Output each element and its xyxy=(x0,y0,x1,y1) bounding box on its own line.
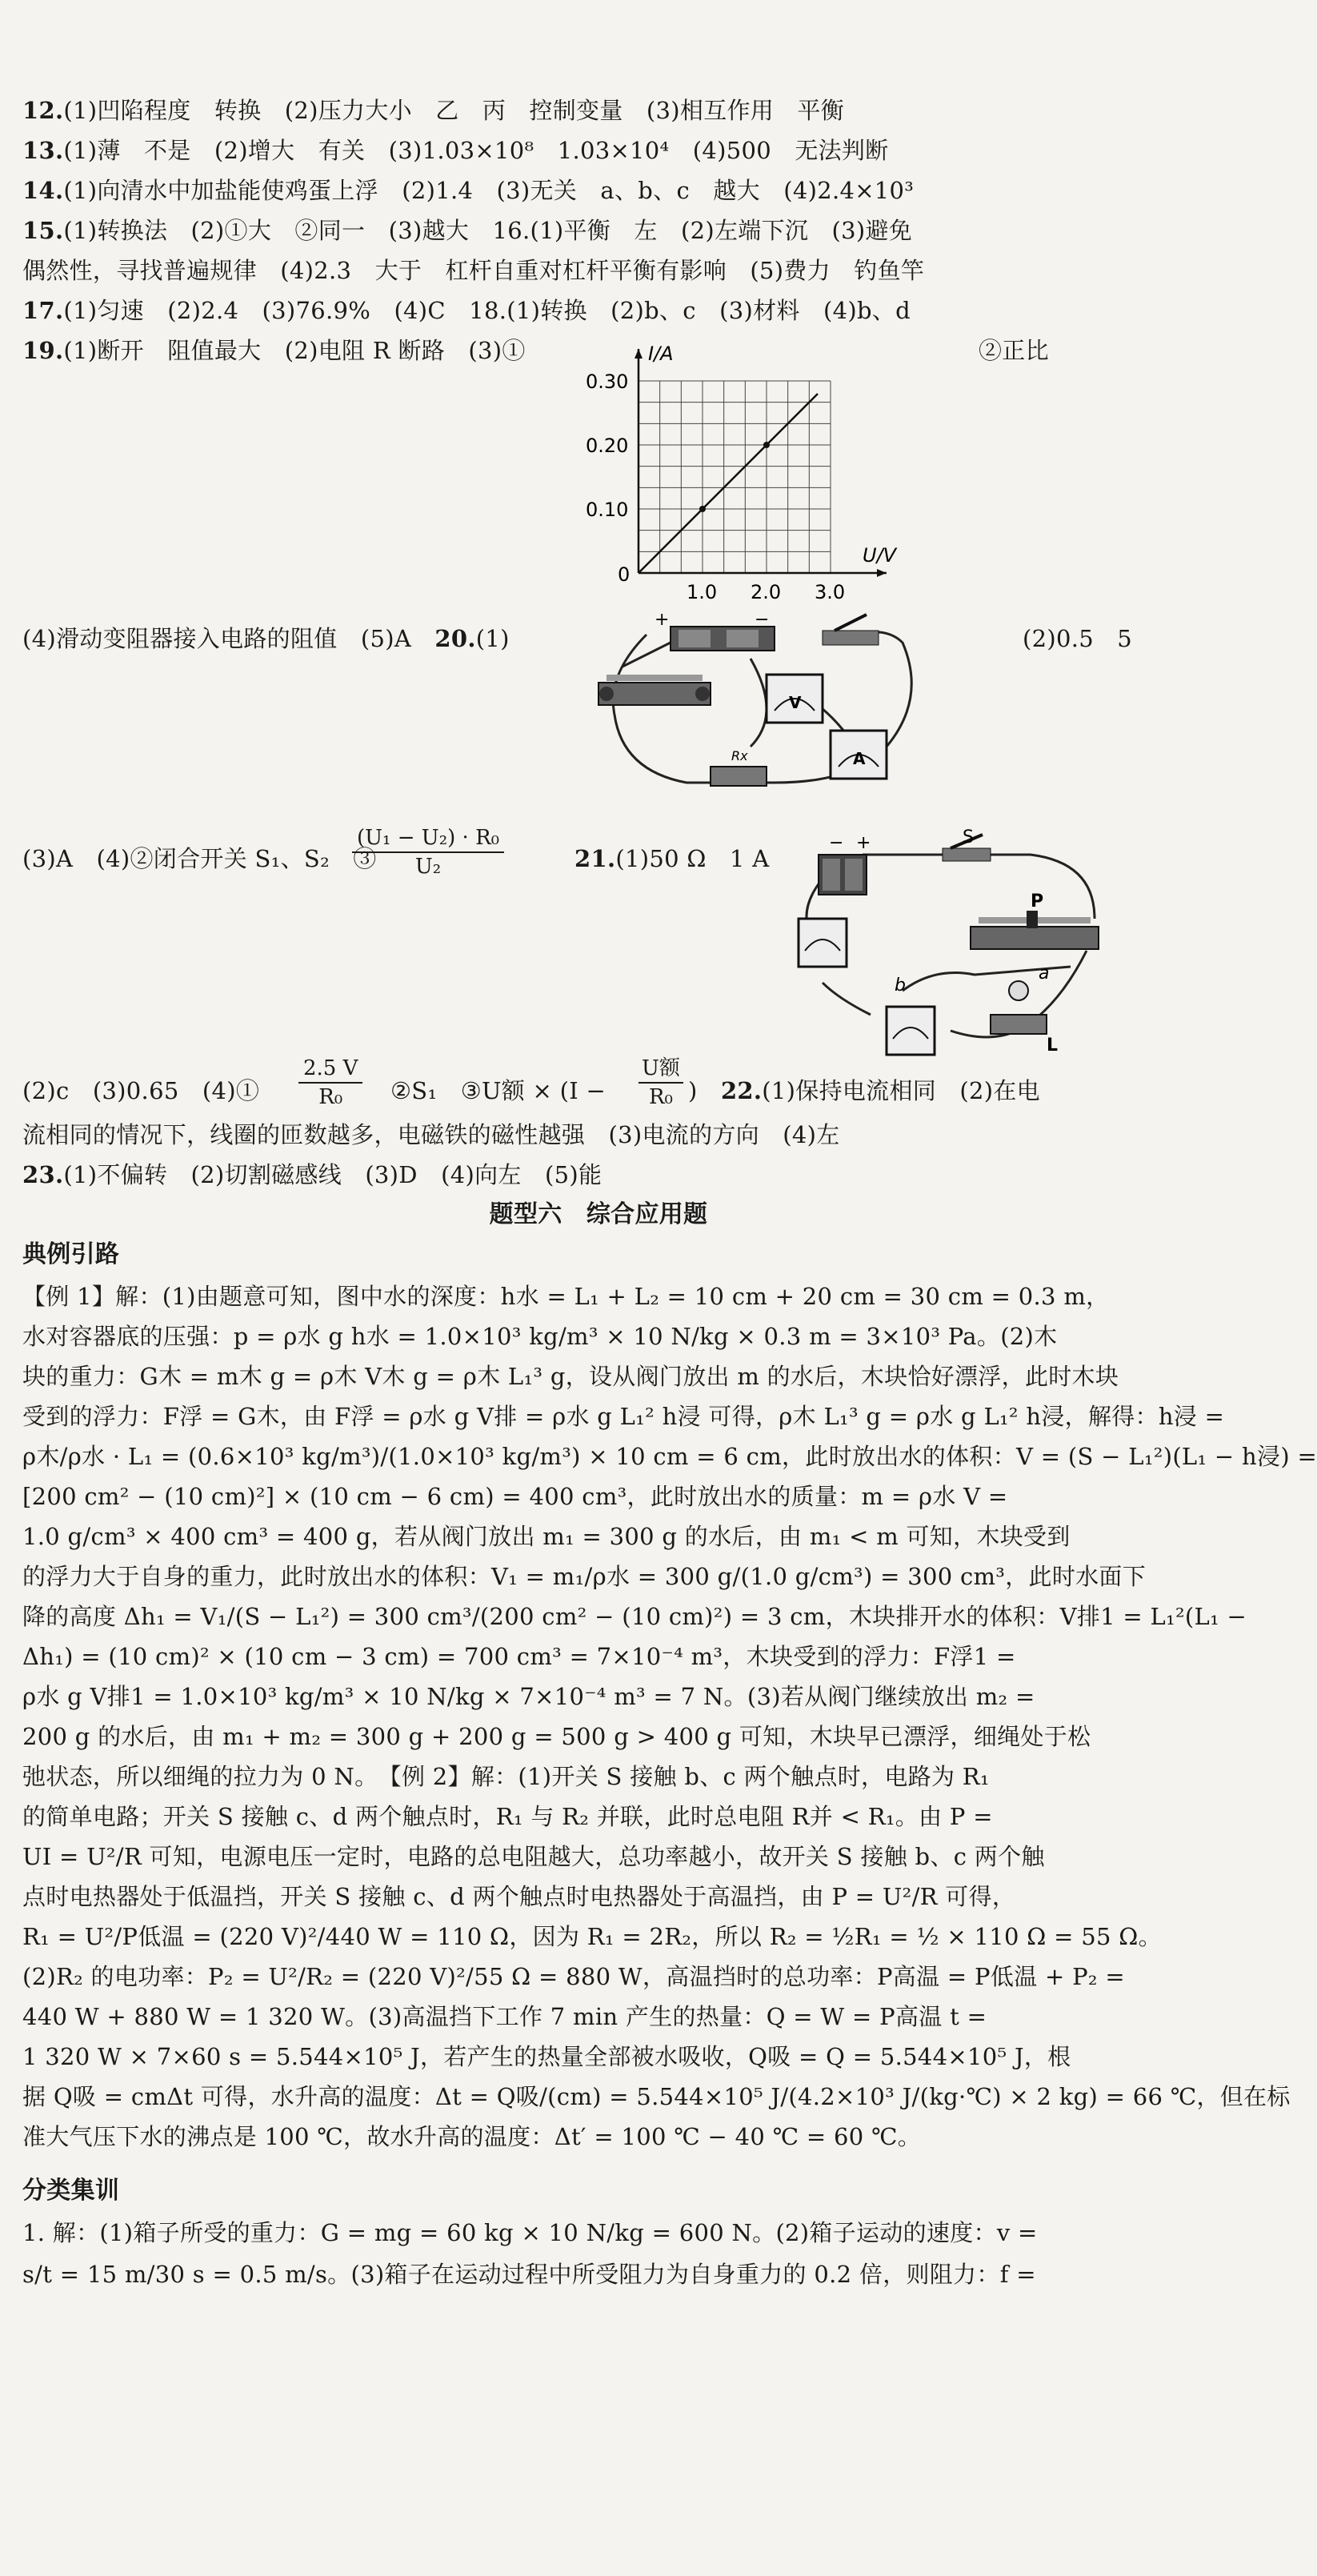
example-line: R₁ = U²/P低温 = (220 V)²/440 W = 110 Ω，因为 R₁ = 2R₂，所以 R₂ = ½R₁ = ½ × 110 Ω = 55 Ω。 xyxy=(22,1923,1162,1950)
answer-line-19 xyxy=(22,335,526,367)
answer-line-14 xyxy=(22,174,914,206)
answer-line-20-3 xyxy=(22,843,377,875)
answer-line-13 xyxy=(22,134,889,166)
example-line: 准大气压下水的沸点是 100 ℃，故水升高的温度：Δt′ = 100 ℃ − 40 ℃ = 60 ℃。 xyxy=(22,2123,922,2150)
question-number: 23. xyxy=(22,1161,64,1188)
plus-label: + xyxy=(654,610,670,630)
answer-text: (2)c (3)0.65 (4)① xyxy=(22,1077,260,1104)
battery-icon xyxy=(671,627,775,651)
fraction-numerator: 2.5 V xyxy=(298,1055,362,1084)
example-line: (2)R₂ 的电功率：P₂ = U²/R₂ = (220 V)²/55 Ω = 880 W，高温挡时的总功率：P高温 = P低温 + P₂ = xyxy=(22,1963,1125,1990)
example-line: 据 Q吸 = cmΔt 可得，水升高的温度：Δt = Q吸/(cm) = 5.544×10⁵ J/(4.2×10³ J/(kg·℃) × 2 kg) = 66 ℃，但在标 xyxy=(22,2083,1291,2110)
y-axis-arrow xyxy=(634,349,642,359)
series-line xyxy=(638,394,818,573)
voltmeter-21-icon xyxy=(799,919,847,967)
slider-label: P xyxy=(1031,891,1044,911)
question-number: 12. xyxy=(22,97,64,124)
circuit-diagram-21 xyxy=(791,827,1127,1071)
example-line: 降的高度 Δh₁ = V₁/(S − L₁²) = 300 cm³/(200 cm² − (10 cm)²) = 3 cm，木块排开水的体积：V排1 = L₁²(L₁ − xyxy=(22,1603,1247,1630)
example-line: 的简单电路；开关 S 接触 c、d 两个触点时，R₁ 与 R₂ 并联，此时总电阻 R并 < R₁。由 P = xyxy=(22,1803,993,1830)
lamp-label: L xyxy=(1047,1036,1059,1056)
answer-line-22 xyxy=(688,1075,1040,1107)
example-line: Δh₁) = (10 cm)² × (10 cm − 3 cm) = 700 cm³ = 7×10⁻⁴ m³，木块受到的浮力：F浮1 = xyxy=(22,1643,1016,1670)
x-tick-label: 2.0 xyxy=(751,581,782,603)
terminal-b-label: b xyxy=(895,976,906,996)
answer-line-21 xyxy=(574,843,770,875)
resistor-rx-icon xyxy=(711,748,767,786)
example-line: 水对容器底的压强：p = ρ水 g h水 = 1.0×10³ kg/m³ × 10 N/kg × 0.3 m = 3×10³ Pa。(2)木 xyxy=(22,1323,1058,1350)
answer-text: (4)滑动变阻器接入电路的阻值 (5)A xyxy=(22,625,435,652)
circuit-diagram-20 xyxy=(590,611,935,803)
fraction-21-2 xyxy=(638,1055,683,1111)
answer-text: (1)断开 阻值最大 (2)电阻 R 断路 (3)① xyxy=(63,337,526,364)
question-number: 14. xyxy=(22,177,64,204)
answer-text: 偶然性，寻找普遍规律 (4)2.3 大于 杠杆自重对杠杆平衡有影响 (5)费力 钓鱼竿 xyxy=(22,257,925,284)
example-line: 点时电热器处于低温挡，开关 S 接触 c、d 两个触点时电热器处于高温挡，由 P = U²/R 可得， xyxy=(22,1883,1016,1910)
fraction-21-1 xyxy=(298,1055,362,1111)
y-tick-label: 0.30 xyxy=(586,371,629,393)
rheostat-p-icon xyxy=(971,911,1099,949)
subsection-title-1: 典例引路 xyxy=(22,1240,120,1268)
answer-line-15 xyxy=(22,214,912,246)
answer-text: (1)薄 不是 (2)增大 有关 (3)1.03×10⁸ 1.03×10⁴ (4)500 无法判断 xyxy=(63,137,889,164)
minus-label: − xyxy=(755,610,770,630)
question-number: 15. xyxy=(22,217,64,244)
example-line: ρ水 g V排1 = 1.0×10³ kg/m³ × 10 N/kg × 7×10⁻⁴ m³ = 7 N。(3)若从阀门继续放出 m₂ = xyxy=(22,1683,1035,1710)
question-number: 20. xyxy=(434,625,476,652)
x-tick-label: 3.0 xyxy=(815,581,846,603)
question-number: 13. xyxy=(22,137,64,164)
example-line: 的浮力大于自身的重力，此时放出水的体积：V₁ = m₁/ρ水 = 300 g/(1.0 g/cm³) = 300 cm³，此时水面下 xyxy=(22,1563,1147,1590)
ammeter-21-icon xyxy=(887,1007,935,1055)
practice-line: s/t = 15 m/30 s = 0.5 m/s。(3)箱子在运动过程中所受阻力为自身重力的 0.2 倍，则阻力：f = xyxy=(22,2261,1036,2288)
fraction-20 xyxy=(352,824,504,880)
fraction-numerator: (U₁ − U₂) · R₀ xyxy=(352,824,504,853)
ammeter-icon xyxy=(831,731,887,779)
answer-text: (1)向清水中加盐能使鸡蛋上浮 (2)1.4 (3)无关 a、b、c 越大 (4)2.4×10³ xyxy=(63,177,915,204)
example-line: ρ木/ρ水 · L₁ = (0.6×10³ kg/m³)/(1.0×10³ kg/m³) × 10 cm = 6 cm，此时放出水的体积：V = (S − L₁²)(L₁ − h浸) = xyxy=(22,1443,1317,1470)
answer-text: (1)转换法 (2)①大 ②同一 (3)越大 16.(1)平衡 左 (2)左端下沉 (3)避免 xyxy=(63,217,913,244)
rheostat-icon xyxy=(598,675,711,705)
x-axis-label: U/V xyxy=(863,544,897,567)
fraction-denominator: R₀ xyxy=(648,1085,673,1109)
origin-label: 0 xyxy=(618,563,630,586)
answer-20-2: (2)0.5 5 xyxy=(1023,625,1133,652)
example-line: 1 320 W × 7×60 s = 5.544×10⁵ J，若产生的热量全部被水吸收，Q吸 = Q = 5.544×10⁵ J，根 xyxy=(22,2043,1071,2070)
fraction-numerator: U额 xyxy=(638,1055,683,1084)
answer-line-21-2 xyxy=(22,1075,259,1107)
switch-label: S xyxy=(963,827,974,847)
answer-21-2b: ②S₁ ③U额 × (I − xyxy=(390,1077,606,1104)
example-line: 440 W + 880 W = 1 320 W。(3)高温挡下工作 7 min 产生的热量：Q = W = P高温 t = xyxy=(22,2003,987,2030)
subsection-title-2: 分类集训 xyxy=(22,2177,120,2205)
example-line: UI = U²/R 可知，电源电压一定时，电路的总电阻越大，总功率越小，故开关 S 接触 b、c 两个触 xyxy=(22,1843,1045,1870)
example-line: [200 cm² − (10 cm)²] × (10 cm − 6 cm) = 400 cm³，此时放出水的质量：m = ρ水 V = xyxy=(22,1483,1008,1510)
answer-line-12 xyxy=(22,94,844,126)
lamp-icon xyxy=(991,981,1047,1034)
question-number: 17. xyxy=(22,297,64,324)
y-tick-label: 0.20 xyxy=(586,435,629,457)
data-point xyxy=(699,506,706,512)
example-line: 受到的浮力：F浮 = G木，由 F浮 = ρ水 g V排 = ρ水 g L₁² h浸 可得，ρ木 L₁³ g = ρ水 g L₁² h浸，解得：h浸 = xyxy=(22,1403,1225,1430)
ammeter-label: A xyxy=(853,749,866,768)
y-axis-label: I/A xyxy=(648,343,674,365)
answer-line-22-cont: 流相同的情况下，线圈的匝数越多，电磁铁的磁性越强 (3)电流的方向 (4)左 xyxy=(22,1121,840,1148)
example-line: 块的重力：G木 = m木 g = ρ木 V木 g = ρ木 L₁³ g，设从阀门放出 m 的水后，木块恰好漂浮，此时木块 xyxy=(22,1363,1119,1390)
answer-line-17 xyxy=(22,294,911,327)
answer-text: (1) xyxy=(475,625,510,652)
answer-text: (1)50 Ω 1 A xyxy=(615,845,770,872)
x-tick-label: 1.0 xyxy=(687,581,718,603)
answer-text: (1)不偏转 (2)切割磁感线 (3)D (4)向左 (5)能 xyxy=(63,1161,602,1188)
minus-label: − xyxy=(829,833,844,853)
example-line: 弛状态，所以细绳的拉力为 0 N。 【例 2】解：(1)开关 S 接触 b、c 两个触点时，电路为 R₁ xyxy=(22,1763,990,1790)
practice-line: 1. 解：(1)箱子所受的重力：G = mg = 60 kg × 10 N/kg = 600 N。(2)箱子运动的速度：v = xyxy=(22,2219,1038,2246)
answer-text: ) xyxy=(688,1077,698,1104)
answer-19-tail: ②正比 xyxy=(979,337,1049,364)
resistor-label: Rx xyxy=(731,748,748,763)
answer-line-23 xyxy=(22,1159,602,1191)
answer-text: (3)A (4)②闭合开关 S₁、S₂ ③ xyxy=(22,845,377,872)
plus-label: + xyxy=(856,833,871,853)
example-line: 1.0 g/cm³ × 400 cm³ = 400 g，若从阀门放出 m₁ = 300 g 的水后，由 m₁ < m 可知，木块受到 xyxy=(22,1523,1071,1550)
question-number: 19. xyxy=(22,337,64,364)
question-number: 21. xyxy=(574,845,616,872)
answer-text: (1)匀速 (2)2.4 (3)76.9% (4)C 18.(1)转换 (2)b、c (3)材料 (4)b、d xyxy=(63,297,911,324)
fraction-denominator: U₂ xyxy=(414,855,442,879)
example-line: 【例 1】解：(1)由题意可知，图中水的深度：h水 = L₁ + L₂ = 10 cm + 20 cm = 30 cm = 0.3 m， xyxy=(22,1283,1110,1310)
data-point xyxy=(763,442,770,448)
voltmeter-icon xyxy=(767,675,823,723)
example-line: 200 g 的水后，由 m₁ + m₂ = 300 g + 200 g = 500 g > 400 g 可知，木块早已漂浮，细绳处于松 xyxy=(22,1723,1091,1750)
battery-pack-icon xyxy=(819,855,867,895)
answer-text: (1)凹陷程度 转换 (2)压力大小 乙 丙 控制变量 (3)相互作用 平衡 xyxy=(63,97,844,124)
section-title: 题型六 综合应用题 xyxy=(489,1200,708,1228)
answer-text: (1)保持电流相同 (2)在电 xyxy=(762,1077,1040,1104)
fraction-denominator: R₀ xyxy=(318,1085,343,1109)
question-number: 22. xyxy=(720,1077,763,1104)
answer-line-19-4 xyxy=(22,623,510,655)
answer-line-16-cont xyxy=(22,254,924,286)
y-tick-label: 0.10 xyxy=(586,499,629,521)
iu-graph xyxy=(582,343,927,621)
voltmeter-label: V xyxy=(789,693,802,712)
terminal-a-label: a xyxy=(1039,963,1050,984)
switch-icon xyxy=(823,615,879,645)
x-axis-arrow xyxy=(877,569,887,577)
